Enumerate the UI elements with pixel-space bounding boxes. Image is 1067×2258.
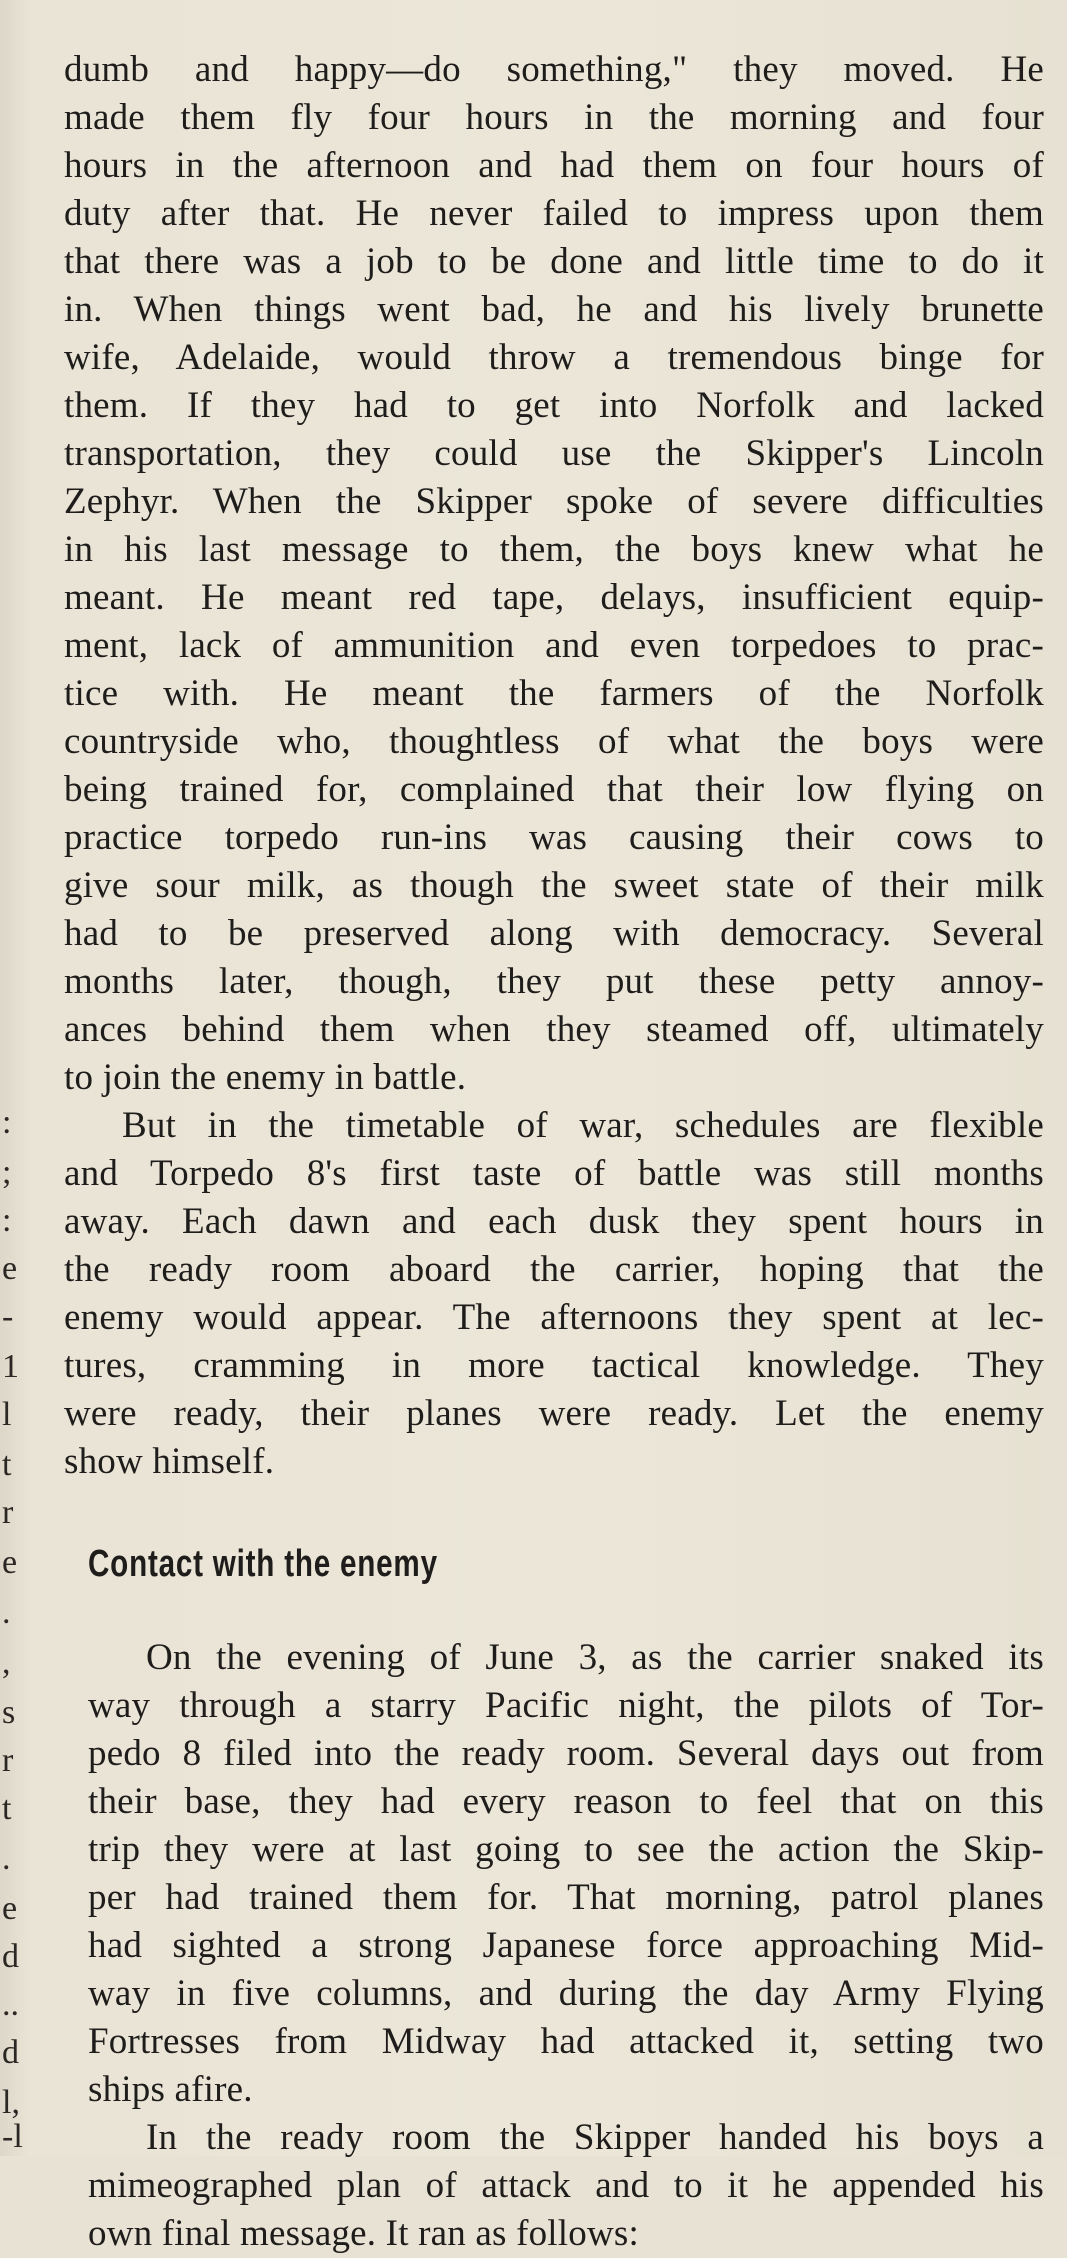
gutter-char: e — [2, 1544, 18, 1581]
text-line: the ready room aboard the carrier, hoping that the — [64, 1249, 1044, 1290]
gutter-char: e — [2, 1890, 18, 1927]
gutter-char: 1 — [2, 1348, 19, 1385]
text-line: their base, they had every reason to feel that on this — [88, 1781, 1044, 1822]
text-line: made them fly four hours in the morning and four — [64, 97, 1044, 138]
text-line: and Torpedo 8's first taste of battle was still months — [64, 1153, 1044, 1194]
gutter-char: t — [2, 1790, 12, 1827]
gutter-char: d — [2, 2034, 19, 2071]
text-line: away. Each dawn and each dusk they spent hours in — [64, 1201, 1044, 1242]
gutter-char: : — [2, 1104, 12, 1141]
text-line: On the evening of June 3, as the carrier snaked its — [146, 1637, 1044, 1678]
text-column — [64, 46, 1044, 2258]
text-line: But in the timetable of war, schedules are flexible — [122, 1105, 1044, 1146]
text-line: duty after that. He never failed to impress upon them — [64, 193, 1044, 234]
text-line: hours in the afternoon and had them on four hours of — [64, 145, 1044, 186]
gutter-char: r — [2, 1742, 14, 1779]
text-line: countryside who, thoughtless of what the boys were — [64, 721, 1044, 762]
text-line: ships afire. — [88, 2069, 253, 2110]
text-line: had sighted a strong Japanese force approaching Mid- — [88, 1925, 1044, 1966]
text-line: to join the enemy in battle. — [64, 1057, 467, 1098]
text-line: tice with. He meant the farmers of the Norfolk — [64, 673, 1044, 714]
text-line: Fortresses from Midway had attacked it, setting two — [88, 2021, 1044, 2062]
adjacent-page-edge — [0, 0, 30, 2156]
text-line: them. If they had to get into Norfolk and lacked — [64, 385, 1044, 426]
gutter-char: . — [2, 1594, 11, 1631]
gutter-char: s — [2, 1694, 16, 1731]
gutter-char: d — [2, 1938, 19, 1975]
text-line: way in five columns, and during the day Army Flying — [88, 1973, 1044, 2014]
gutter-char: l — [2, 1396, 12, 1433]
text-line: in. When things went bad, he and his lively brunette — [64, 289, 1044, 330]
text-line: being trained for, complained that their low flying on — [64, 769, 1044, 810]
text-line: ment, lack of ammunition and even torpedoes to prac- — [64, 625, 1044, 666]
text-line: trip they were at last going to see the action the Skip- — [88, 1829, 1044, 1870]
section-heading: Contact with the enemy — [88, 1543, 438, 1585]
paragraph-ready-room — [88, 2114, 1044, 2258]
text-line: give sour milk, as though the sweet state of their milk — [64, 865, 1044, 906]
text-line: pedo 8 filed into the ready room. Several days out from — [88, 1733, 1044, 1774]
text-line: per had trained them for. That morning, patrol planes — [88, 1877, 1044, 1918]
text-line: months later, though, they put these petty annoy- — [64, 961, 1044, 1002]
paragraph-training — [64, 46, 1044, 1102]
gutter-char: - — [2, 1298, 14, 1335]
gutter-char: ; — [2, 1154, 12, 1191]
paragraph-evening-june-3 — [88, 1634, 1044, 2114]
paragraph-timetable — [64, 1102, 1044, 1486]
text-line: in his last message to them, the boys knew what he — [64, 529, 1044, 570]
text-line: meant. He meant red tape, delays, insufficient equip- — [64, 577, 1044, 618]
text-line: ances behind them when they steamed off, ultimately — [64, 1009, 1044, 1050]
text-line: show himself. — [64, 1441, 275, 1482]
text-line: Zephyr. When the Skipper spoke of severe difficulties — [64, 481, 1044, 522]
text-line: practice torpedo run-ins was causing their cows to — [64, 817, 1044, 858]
text-line: mimeographed plan of attack and to it he appended his — [88, 2165, 1044, 2206]
gutter-char: . — [2, 1840, 11, 1877]
text-line: tures, cramming in more tactical knowledge. They — [64, 1345, 1044, 1386]
gutter-char: -l — [2, 2118, 23, 2155]
gutter-char: : — [2, 1202, 12, 1239]
text-line: dumb and happy—do something," they moved. He — [64, 49, 1044, 90]
text-line: had to be preserved along with democracy. Several — [64, 913, 1044, 954]
text-line: transportation, they could use the Skipper's Lincoln — [64, 433, 1044, 474]
text-line: wife, Adelaide, would throw a tremendous binge for — [64, 337, 1044, 378]
gutter-char: e — [2, 1250, 18, 1287]
gutter-char: t — [2, 1446, 12, 1483]
text-line: that there was a job to be done and little time to do it — [64, 241, 1044, 282]
gutter-char: r — [2, 1494, 14, 1531]
text-line: In the ready room the Skipper handed his boys a — [146, 2117, 1044, 2158]
gutter-char: , — [2, 1644, 11, 1681]
text-line: enemy would appear. The afternoons they spent at lec- — [64, 1297, 1044, 1338]
gutter-char: l, — [2, 2084, 20, 2121]
gutter-char: .. — [2, 1986, 19, 2023]
text-line: way through a starry Pacific night, the pilots of Tor- — [88, 1685, 1044, 1726]
text-line: own final message. It ran as follows: — [88, 2213, 639, 2254]
text-line: were ready, their planes were ready. Let the enemy — [64, 1393, 1044, 1434]
